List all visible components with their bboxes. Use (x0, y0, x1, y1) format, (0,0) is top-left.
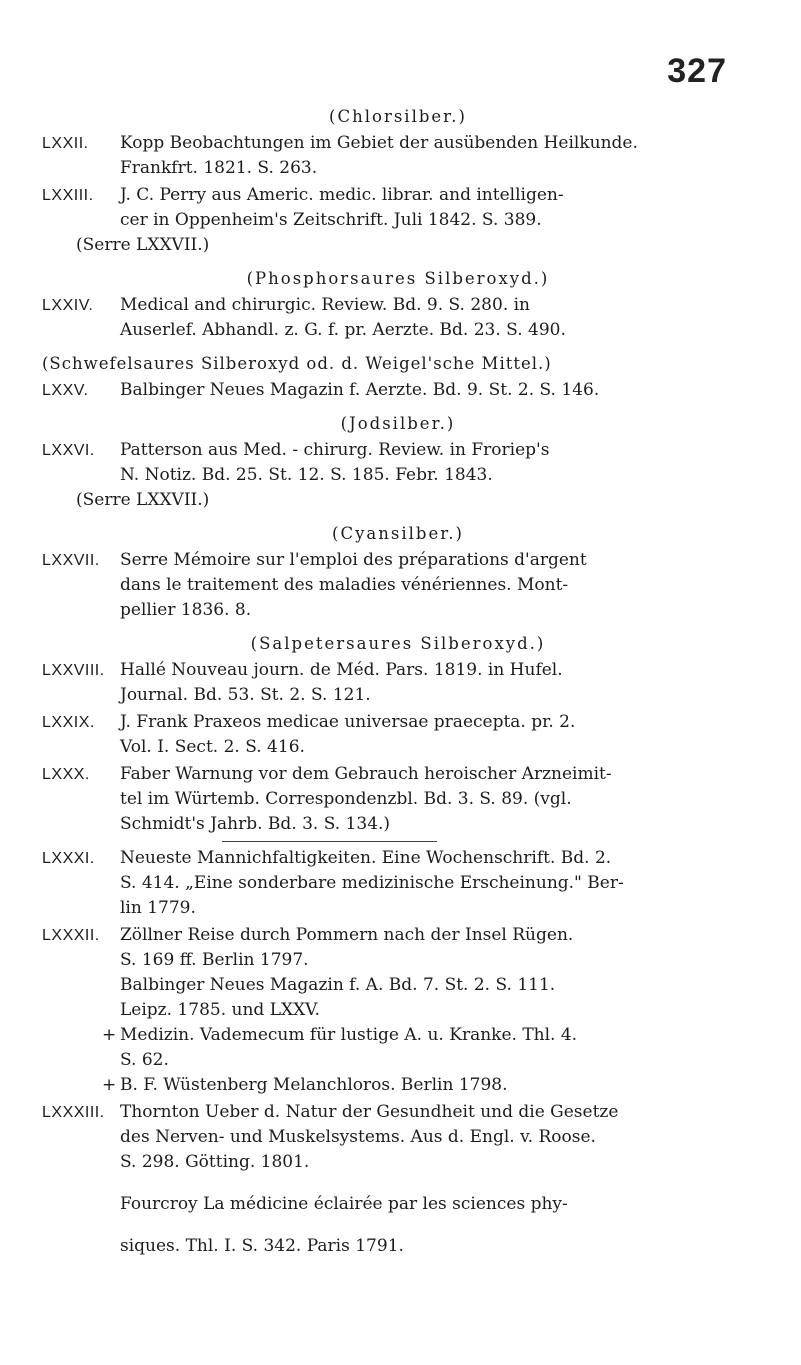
entry-line: S. 298. Götting. 1801. (120, 1152, 310, 1172)
entry-lxxx (42, 762, 754, 837)
entry-line: Serre Mémoire sur l'emploi des préparations d'argent (120, 550, 587, 570)
entry-line: Faber Warnung vor dem Gebrauch heroischer Arzneimit- (120, 764, 612, 784)
entry-line: N. Notiz. Bd. 25. St. 12. S. 185. Febr. 1843. (120, 465, 493, 485)
entry-line: S. 169 ff. Berlin 1797. (120, 950, 309, 970)
entry-line: siques. Thl. I. S. 342. Paris 1791. (120, 1236, 404, 1256)
entry-number: LXXIX. (42, 714, 95, 731)
entry-number: LXXXIII. (42, 1104, 105, 1121)
entry-line: cer in Oppenheim's Zeitschrift. Juli 1842. S. 389. (120, 210, 542, 230)
entry-number: LXXVII. (42, 552, 100, 569)
entry-lxxiii (42, 183, 754, 233)
entry-lxxv (42, 378, 754, 403)
cross-reference: (Serre LXXVII.) (76, 235, 210, 255)
section-heading: (Cyansilber.) (332, 524, 464, 543)
page-number: 327 (667, 52, 727, 90)
entry-lxxviii (42, 658, 754, 708)
entry-line: S. 62. (120, 1050, 169, 1070)
dagger-mark: + (102, 1075, 117, 1095)
entry-line: Leipz. 1785. und LXXV. (120, 1000, 320, 1020)
entry-line: J. Frank Praxeos medicae universae praecepta. pr. 2. (120, 712, 576, 732)
entry-line: Vol. I. Sect. 2. S. 416. (120, 737, 305, 757)
dagger-mark: + (102, 1025, 117, 1045)
entry-lxxxii (42, 923, 754, 1023)
entry-number: LXXIV. (42, 297, 94, 314)
entry-lxxvi (42, 438, 754, 488)
entry-lxxvii (42, 548, 754, 623)
entry-number: LXXXI. (42, 850, 95, 867)
entry-line: Patterson aus Med. - chirurg. Review. in Froriep's (120, 440, 550, 460)
entry-line: B. F. Wüstenberg Melanchloros. Berlin 1798. (120, 1075, 508, 1095)
entry-lxxix (42, 710, 754, 760)
entry-lxxxi (42, 846, 754, 921)
cross-reference: (Serre LXXVII.) (76, 490, 210, 510)
entry-number: LXXXII. (42, 927, 100, 944)
entry-number: LXXV. (42, 382, 89, 399)
entry-line: J. C. Perry aus Americ. medic. librar. and intelligen- (120, 185, 564, 205)
entry-lxxiv (42, 293, 754, 343)
entry-line: Zöllner Reise durch Pommern nach der Insel Rügen. (120, 925, 574, 945)
entry-line: S. 414. „Eine sonderbare medizinische Erscheinung." Ber- (120, 873, 624, 893)
entry-number: LXXII. (42, 135, 89, 152)
entry-line: Kopp Beobachtungen im Gebiet der ausübenden Heilkunde. (120, 133, 638, 153)
entry-line: pellier 1836. 8. (120, 600, 252, 620)
entry-number: LXXIII. (42, 187, 94, 204)
entry-line: dans le traitement des maladies vénériennes. Mont- (120, 575, 569, 595)
entry-line: Journal. Bd. 53. St. 2. S. 121. (120, 685, 371, 705)
entry-line: tel im Würtemb. Correspondenzbl. Bd. 3. S. 89. (vgl. (120, 789, 572, 809)
entry-number: LXXX. (42, 766, 90, 783)
entry-continuation (120, 1192, 754, 1259)
entry-line: Balbinger Neues Magazin f. A. Bd. 7. St. 2. S. 111. (120, 975, 556, 995)
entry-line: lin 1779. (120, 898, 196, 918)
bibliography (42, 96, 754, 1276)
entry-line: Schmidt's Jahrb. Bd. 3. S. 134.) (120, 814, 391, 834)
entry-line: Auserlef. Abhandl. z. G. f. pr. Aerzte. Bd. 23. S. 490. (120, 320, 566, 340)
section-heading: (Salpetersaures Silberoxyd.) (250, 634, 546, 653)
section-heading: (Jodsilber.) (340, 414, 456, 433)
entry-number: LXXVIII. (42, 662, 105, 679)
entry-line: Thornton Ueber d. Natur der Gesundheit und die Gesetze (120, 1102, 619, 1122)
section-heading: (Phosphorsaures Silberoxyd.) (246, 269, 550, 288)
entry-line: Medical and chirurgic. Review. Bd. 9. S. 280. in (120, 295, 531, 315)
entry-lxxii (42, 131, 754, 181)
entry-line: Hallé Nouveau journ. de Méd. Pars. 1819. in Hufel. (120, 660, 563, 680)
entry-line: Medizin. Vademecum für lustige A. u. Kranke. Thl. 4. (120, 1025, 578, 1045)
entry-line: Frankfrt. 1821. S. 263. (120, 158, 318, 178)
entry-number: LXXVI. (42, 442, 95, 459)
dagger-entry (102, 1023, 754, 1073)
section-heading: (Schwefelsaures Silberoxyd od. d. Weigel'sche Mittel.) (42, 354, 552, 373)
entry-line: Neueste Mannichfaltigkeiten. Eine Wochenschrift. Bd. 2. (120, 848, 612, 868)
section-heading: (Chlorsilber.) (329, 107, 467, 126)
entry-line: Balbinger Neues Magazin f. Aerzte. Bd. 9. St. 2. S. 146. (120, 380, 600, 400)
entry-line: des Nerven- und Muskelsystems. Aus d. Engl. v. Roose. (120, 1127, 596, 1147)
divider-rule (222, 841, 437, 842)
entry-lxxxiii (42, 1100, 754, 1175)
dagger-entry (102, 1073, 754, 1098)
entry-line: Fourcroy La médicine éclairée par les sciences phy- (120, 1194, 568, 1214)
